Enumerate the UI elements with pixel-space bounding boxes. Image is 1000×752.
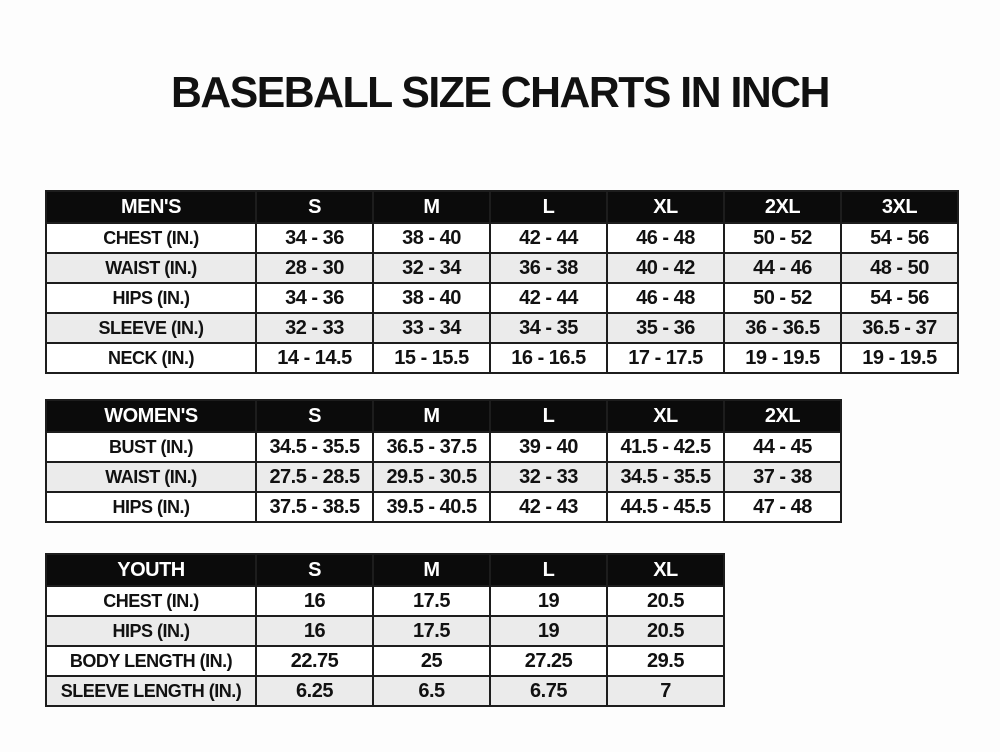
measurement-value: 35 - 36: [607, 313, 724, 343]
measurement-value: 33 - 34: [373, 313, 490, 343]
measurement-value: 28 - 30: [256, 253, 373, 283]
measurement-value: 54 - 56: [841, 283, 958, 313]
measurement-value: 20.5: [607, 586, 724, 616]
measurement-value: 32 - 33: [256, 313, 373, 343]
measurement-row: [46, 223, 958, 253]
measurement-value: 36.5 - 37.5: [373, 432, 490, 462]
womens-size-header-2xl: 2XL: [724, 400, 841, 432]
measurement-value: 44 - 46: [724, 253, 841, 283]
measurement-row: [46, 616, 724, 646]
measurement-row: [46, 492, 841, 522]
mens-size-header-m: M: [373, 191, 490, 223]
measurement-row: [46, 586, 724, 616]
measurement-label: BODY LENGTH (IN.): [46, 646, 256, 676]
womens-size-header-xl: XL: [607, 400, 724, 432]
measurement-value: 37 - 38: [724, 462, 841, 492]
measurement-label: SLEEVE LENGTH (IN.): [46, 676, 256, 706]
measurement-value: 29.5 - 30.5: [373, 462, 490, 492]
measurement-value: 37.5 - 38.5: [256, 492, 373, 522]
measurement-value: 46 - 48: [607, 283, 724, 313]
measurement-value: 38 - 40: [373, 283, 490, 313]
measurement-label: SLEEVE (IN.): [46, 313, 256, 343]
measurement-value: 50 - 52: [724, 223, 841, 253]
measurement-row: [46, 646, 724, 676]
measurement-value: 39 - 40: [490, 432, 607, 462]
measurement-value: 42 - 44: [490, 283, 607, 313]
measurement-value: 32 - 33: [490, 462, 607, 492]
measurement-value: 17 - 17.5: [607, 343, 724, 373]
measurement-value: 16 - 16.5: [490, 343, 607, 373]
measurement-value: 19: [490, 586, 607, 616]
measurement-value: 14 - 14.5: [256, 343, 373, 373]
measurement-value: 34 - 36: [256, 223, 373, 253]
measurement-value: 19 - 19.5: [724, 343, 841, 373]
mens-size-table: [45, 190, 959, 374]
measurement-value: 41.5 - 42.5: [607, 432, 724, 462]
measurement-value: 50 - 52: [724, 283, 841, 313]
measurement-label: CHEST (IN.): [46, 223, 256, 253]
measurement-value: 27.25: [490, 646, 607, 676]
measurement-label: CHEST (IN.): [46, 586, 256, 616]
measurement-value: 36 - 38: [490, 253, 607, 283]
youth-size-header-m: M: [373, 554, 490, 586]
measurement-value: 15 - 15.5: [373, 343, 490, 373]
measurement-value: 34 - 36: [256, 283, 373, 313]
measurement-value: 34.5 - 35.5: [607, 462, 724, 492]
womens-size-header-s: S: [256, 400, 373, 432]
measurement-value: 22.75: [256, 646, 373, 676]
measurement-label: WAIST (IN.): [46, 253, 256, 283]
measurement-value: 44.5 - 45.5: [607, 492, 724, 522]
measurement-value: 17.5: [373, 586, 490, 616]
mens-size-header-2xl: 2XL: [724, 191, 841, 223]
measurement-value: 38 - 40: [373, 223, 490, 253]
measurement-label: NECK (IN.): [46, 343, 256, 373]
measurement-value: 47 - 48: [724, 492, 841, 522]
mens-group-label: MEN'S: [46, 191, 256, 223]
measurement-value: 6.5: [373, 676, 490, 706]
measurement-row: [46, 253, 958, 283]
womens-header-row: [46, 400, 841, 432]
youth-header-row: [46, 554, 724, 586]
page-title: BASEBALL SIZE CHARTS IN INCH: [171, 68, 829, 117]
measurement-value: 6.25: [256, 676, 373, 706]
measurement-value: 19: [490, 616, 607, 646]
measurement-label: HIPS (IN.): [46, 492, 256, 522]
measurement-row: [46, 676, 724, 706]
mens-size-header-s: S: [256, 191, 373, 223]
measurement-label: BUST (IN.): [46, 432, 256, 462]
measurement-value: 48 - 50: [841, 253, 958, 283]
measurement-value: 42 - 43: [490, 492, 607, 522]
measurement-row: [46, 313, 958, 343]
measurement-value: 34.5 - 35.5: [256, 432, 373, 462]
youth-size-table: [45, 553, 725, 707]
measurement-label: HIPS (IN.): [46, 616, 256, 646]
mens-size-header-l: L: [490, 191, 607, 223]
measurement-value: 34 - 35: [490, 313, 607, 343]
youth-size-header-l: L: [490, 554, 607, 586]
youth-size-header-xl: XL: [607, 554, 724, 586]
measurement-label: HIPS (IN.): [46, 283, 256, 313]
measurement-value: 46 - 48: [607, 223, 724, 253]
measurement-row: [46, 462, 841, 492]
measurement-value: 16: [256, 586, 373, 616]
measurement-value: 36.5 - 37: [841, 313, 958, 343]
womens-size-table: [45, 399, 842, 523]
measurement-label: WAIST (IN.): [46, 462, 256, 492]
womens-size-header-l: L: [490, 400, 607, 432]
measurement-value: 39.5 - 40.5: [373, 492, 490, 522]
measurement-row: [46, 432, 841, 462]
mens-header-row: [46, 191, 958, 223]
youth-group-label: YOUTH: [46, 554, 256, 586]
measurement-value: 27.5 - 28.5: [256, 462, 373, 492]
womens-size-header-m: M: [373, 400, 490, 432]
measurement-value: 40 - 42: [607, 253, 724, 283]
measurement-row: [46, 283, 958, 313]
mens-size-header-xl: XL: [607, 191, 724, 223]
measurement-value: 20.5: [607, 616, 724, 646]
youth-size-header-s: S: [256, 554, 373, 586]
measurement-value: 42 - 44: [490, 223, 607, 253]
measurement-value: 17.5: [373, 616, 490, 646]
measurement-value: 29.5: [607, 646, 724, 676]
measurement-value: 36 - 36.5: [724, 313, 841, 343]
measurement-value: 32 - 34: [373, 253, 490, 283]
measurement-value: 7: [607, 676, 724, 706]
measurement-value: 44 - 45: [724, 432, 841, 462]
womens-group-label: WOMEN'S: [46, 400, 256, 432]
measurement-row: [46, 343, 958, 373]
measurement-value: 25: [373, 646, 490, 676]
mens-size-header-3xl: 3XL: [841, 191, 958, 223]
measurement-value: 16: [256, 616, 373, 646]
measurement-value: 54 - 56: [841, 223, 958, 253]
measurement-value: 19 - 19.5: [841, 343, 958, 373]
measurement-value: 6.75: [490, 676, 607, 706]
